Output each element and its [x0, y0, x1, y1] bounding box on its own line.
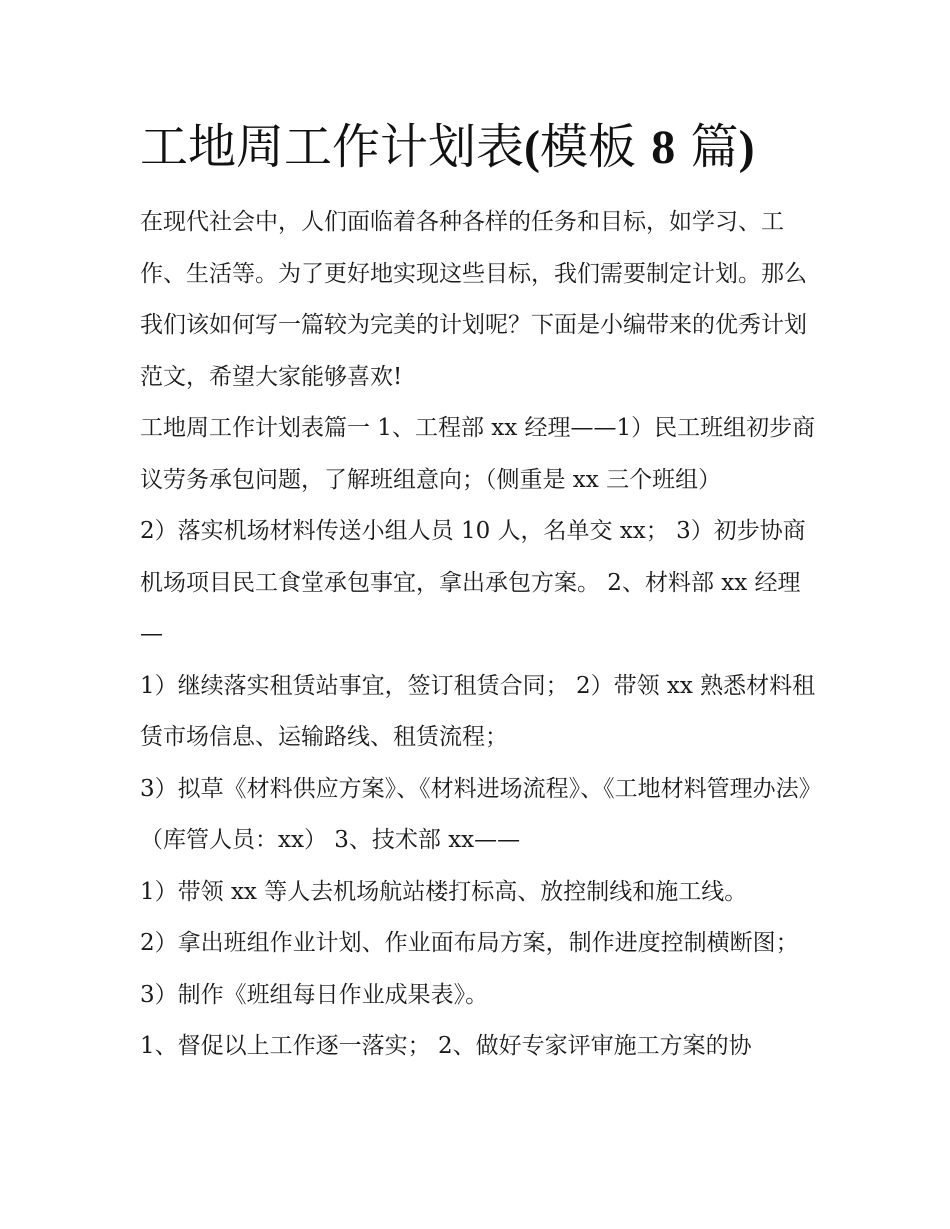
body-paragraph: 3）拟草《材料供应方案》、《材料进场流程》、《工地材料管理办法》（库管人员：xx） 3、技术部 xx——: [140, 775, 811, 853]
title-paren-close: ): [738, 121, 755, 174]
title-piece: 篇: [690, 119, 739, 175]
body-paragraph: 1）带领 xx 等人去机场航站楼打标高、放控制线和施工线。: [140, 878, 748, 905]
body-paragraph: 工地周工作计划表篇一 1、工程部 xx 经理——1）民工班组初步商议劳务承包问题，了解班组意向；（侧重是 xx 三个班组）: [140, 415, 816, 493]
title-paren-open: (: [524, 121, 540, 174]
document-title: [140, 117, 860, 178]
body-paragraph: 2）落实机场材料传送小组人员 10 人，名单交 xx； 3）初步协商机场项目民工食堂承包事宜，拿出承包方案。 2、材料部 xx 经理—: [140, 518, 806, 647]
intro-paragraph: 在现代社会中，人们面临着各种各样的任务和目标，如学习、工作、生活等。为了更好地实现这些目标，我们需要制定计划。那么我们该如何写一篇较为完美的计划呢？下面是小编带来的优秀计划范文，希望大家能够喜欢!: [140, 209, 807, 390]
title-template: 模板: [540, 119, 637, 175]
title-main: 工地周工作计划表: [140, 119, 525, 175]
body-paragraph: 1）继续落实租赁站事宜，签订租赁合同； 2）带领 xx 熟悉材料租赁市场信息、运输路线、租赁流程；: [140, 672, 816, 750]
document-body: [140, 197, 820, 1073]
title-count: 8: [651, 121, 676, 174]
body-paragraph: 2）拿出班组作业计划、作业面布局方案，制作进度控制横断图； 3）制作《班组每日作业成果表》。: [140, 930, 799, 1008]
body-paragraph: 1、督促以上工作逐一落实； 2、做好专家评审施工方案的协: [140, 1033, 752, 1059]
